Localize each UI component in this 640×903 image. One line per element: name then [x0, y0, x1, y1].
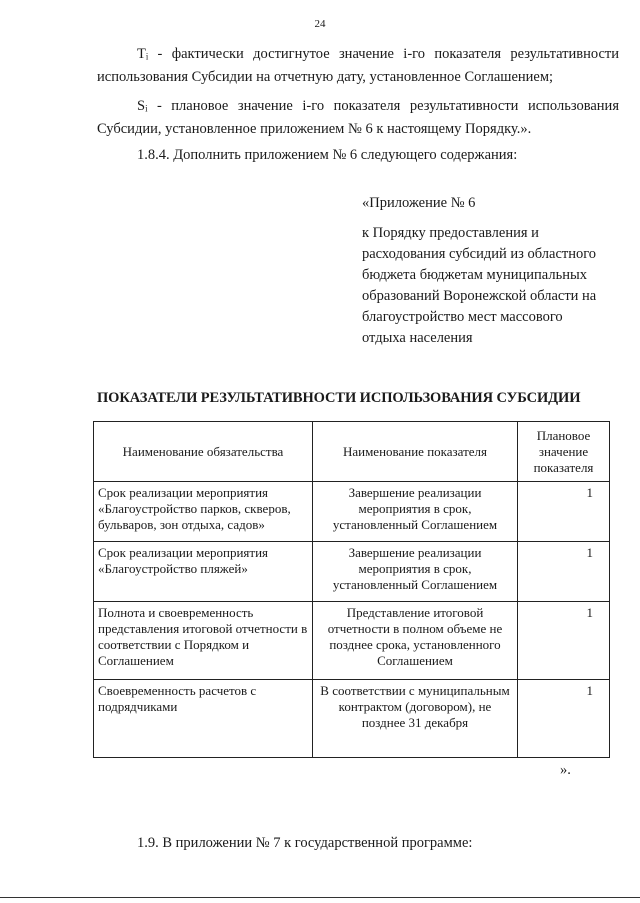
header-obligation: Наименование обязательства — [94, 422, 313, 482]
table-row — [94, 602, 610, 680]
table-row — [94, 680, 610, 758]
bottom-divider — [0, 897, 640, 898]
cell-indicator: Завершение реализации мероприятия в срок, установленный Соглашением — [313, 542, 518, 602]
si-symbol: Sᵢ — [137, 98, 148, 114]
annex-subtitle: к Порядку предоставления и расходования субсидий из областного бюджета бюджетам муниципальных образований Воронежской области на благоустройство мест массового отдыха населения — [362, 225, 597, 346]
cell-obligation: Своевременность расчетов с подрядчиками — [94, 680, 313, 758]
cell-indicator: Завершение реализации мероприятия в срок, установленный Соглашением — [313, 482, 518, 542]
cell-value: 1 — [518, 482, 610, 542]
table-title: ПОКАЗАТЕЛИ РЕЗУЛЬТАТИВНОСТИ ИСПОЛЬЗОВАНИЯ СУБСИДИИ — [97, 390, 581, 406]
cell-value: 1 — [518, 602, 610, 680]
cell-value: 1 — [518, 542, 610, 602]
paragraph-ti-definition — [97, 43, 619, 89]
header-planned-value: Плановое значение показателя — [518, 422, 610, 482]
si-definition-text: - плановое значение i-го показателя результативности использования Субсидии, установленное приложением № 6 к настоящему Порядку.». — [97, 98, 619, 137]
ti-definition-text: - фактически достигнутое значение i-го показателя результативности использования Субсидии на отчетную дату, установленное Соглашением; — [97, 46, 619, 85]
paragraph-si-definition — [97, 95, 619, 141]
page-number: 24 — [314, 18, 326, 30]
cell-obligation: Срок реализации мероприятия «Благоустройство пляжей» — [94, 542, 313, 602]
cell-indicator: Представление итоговой отчетности в полном объеме не позднее срока, установленного Соглашением — [313, 602, 518, 680]
annex-heading — [362, 193, 602, 349]
cell-indicator: В соответствии с муниципальным контрактом (договором), не позднее 31 декабря — [313, 680, 518, 758]
cell-value: 1 — [518, 680, 610, 758]
annex-title: «Приложение № 6 — [362, 195, 476, 211]
cell-obligation: Полнота и своевременность представления итоговой отчетности в соответствии с Порядком и Соглашением — [94, 602, 313, 680]
cell-obligation: Срок реализации мероприятия «Благоустройство парков, скверов, бульваров, зон отдыха, садов» — [94, 482, 313, 542]
paragraph-item-1-8-4: 1.8.4. Дополнить приложением № 6 следующего содержания: — [137, 147, 518, 163]
table-row — [94, 542, 610, 602]
indicators-table — [93, 421, 610, 758]
header-indicator: Наименование показателя — [313, 422, 518, 482]
closing-quote: ». — [560, 762, 571, 778]
table-header-row — [94, 422, 610, 482]
table-row — [94, 482, 610, 542]
ti-symbol: Tᵢ — [137, 46, 149, 62]
paragraph-item-1-9: 1.9. В приложении № 7 к государственной программе: — [137, 835, 473, 851]
